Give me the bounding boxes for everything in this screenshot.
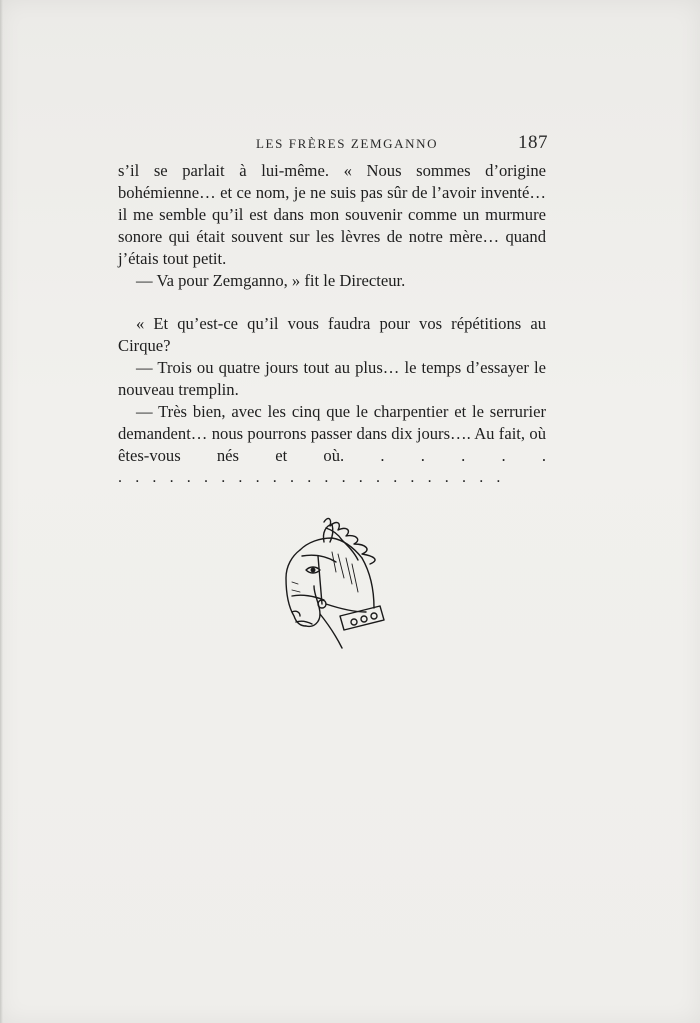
horse-head-icon [262, 512, 402, 652]
leader-dots: . . . . . . . . . . . . . . . . . . . . . . . [118, 469, 505, 487]
paragraph-4: — Trois ou quatre jours tout au plus… le temps d’essayer le nouveau tremplin. [118, 357, 546, 399]
paragraph-1: s’il se parlait à lui-même. « Nous sommes d’origine bohémienne… et ce nom, je ne suis pas sûr de l’avoir inventé… il me semble qu’il est dans mon souvenir comme un murmure sonore qui était souvent sur les lèvres de notre mère… quand j’étais tout petit. [118, 161, 546, 269]
body-text [118, 160, 546, 489]
page-edge-shadow [0, 0, 3, 1023]
paragraph-5: — Très bien, avec les cinq que le charpentier et le serrurier demandent… nous pourrons passer dans dix jours…. Au fait, où êtes-vous nés et où. . . . . . [118, 401, 546, 466]
page-header [118, 132, 548, 156]
running-title: LES FRÈRES ZEMGANNO [256, 136, 439, 151]
paragraph-2: — Va pour Zemganno, » fit le Directeur. [136, 271, 406, 291]
page-number: 187 [518, 132, 548, 153]
paragraph-3: « Et qu’est-ce qu’il vous faudra pour vos répétitions au Cirque? [118, 313, 546, 355]
